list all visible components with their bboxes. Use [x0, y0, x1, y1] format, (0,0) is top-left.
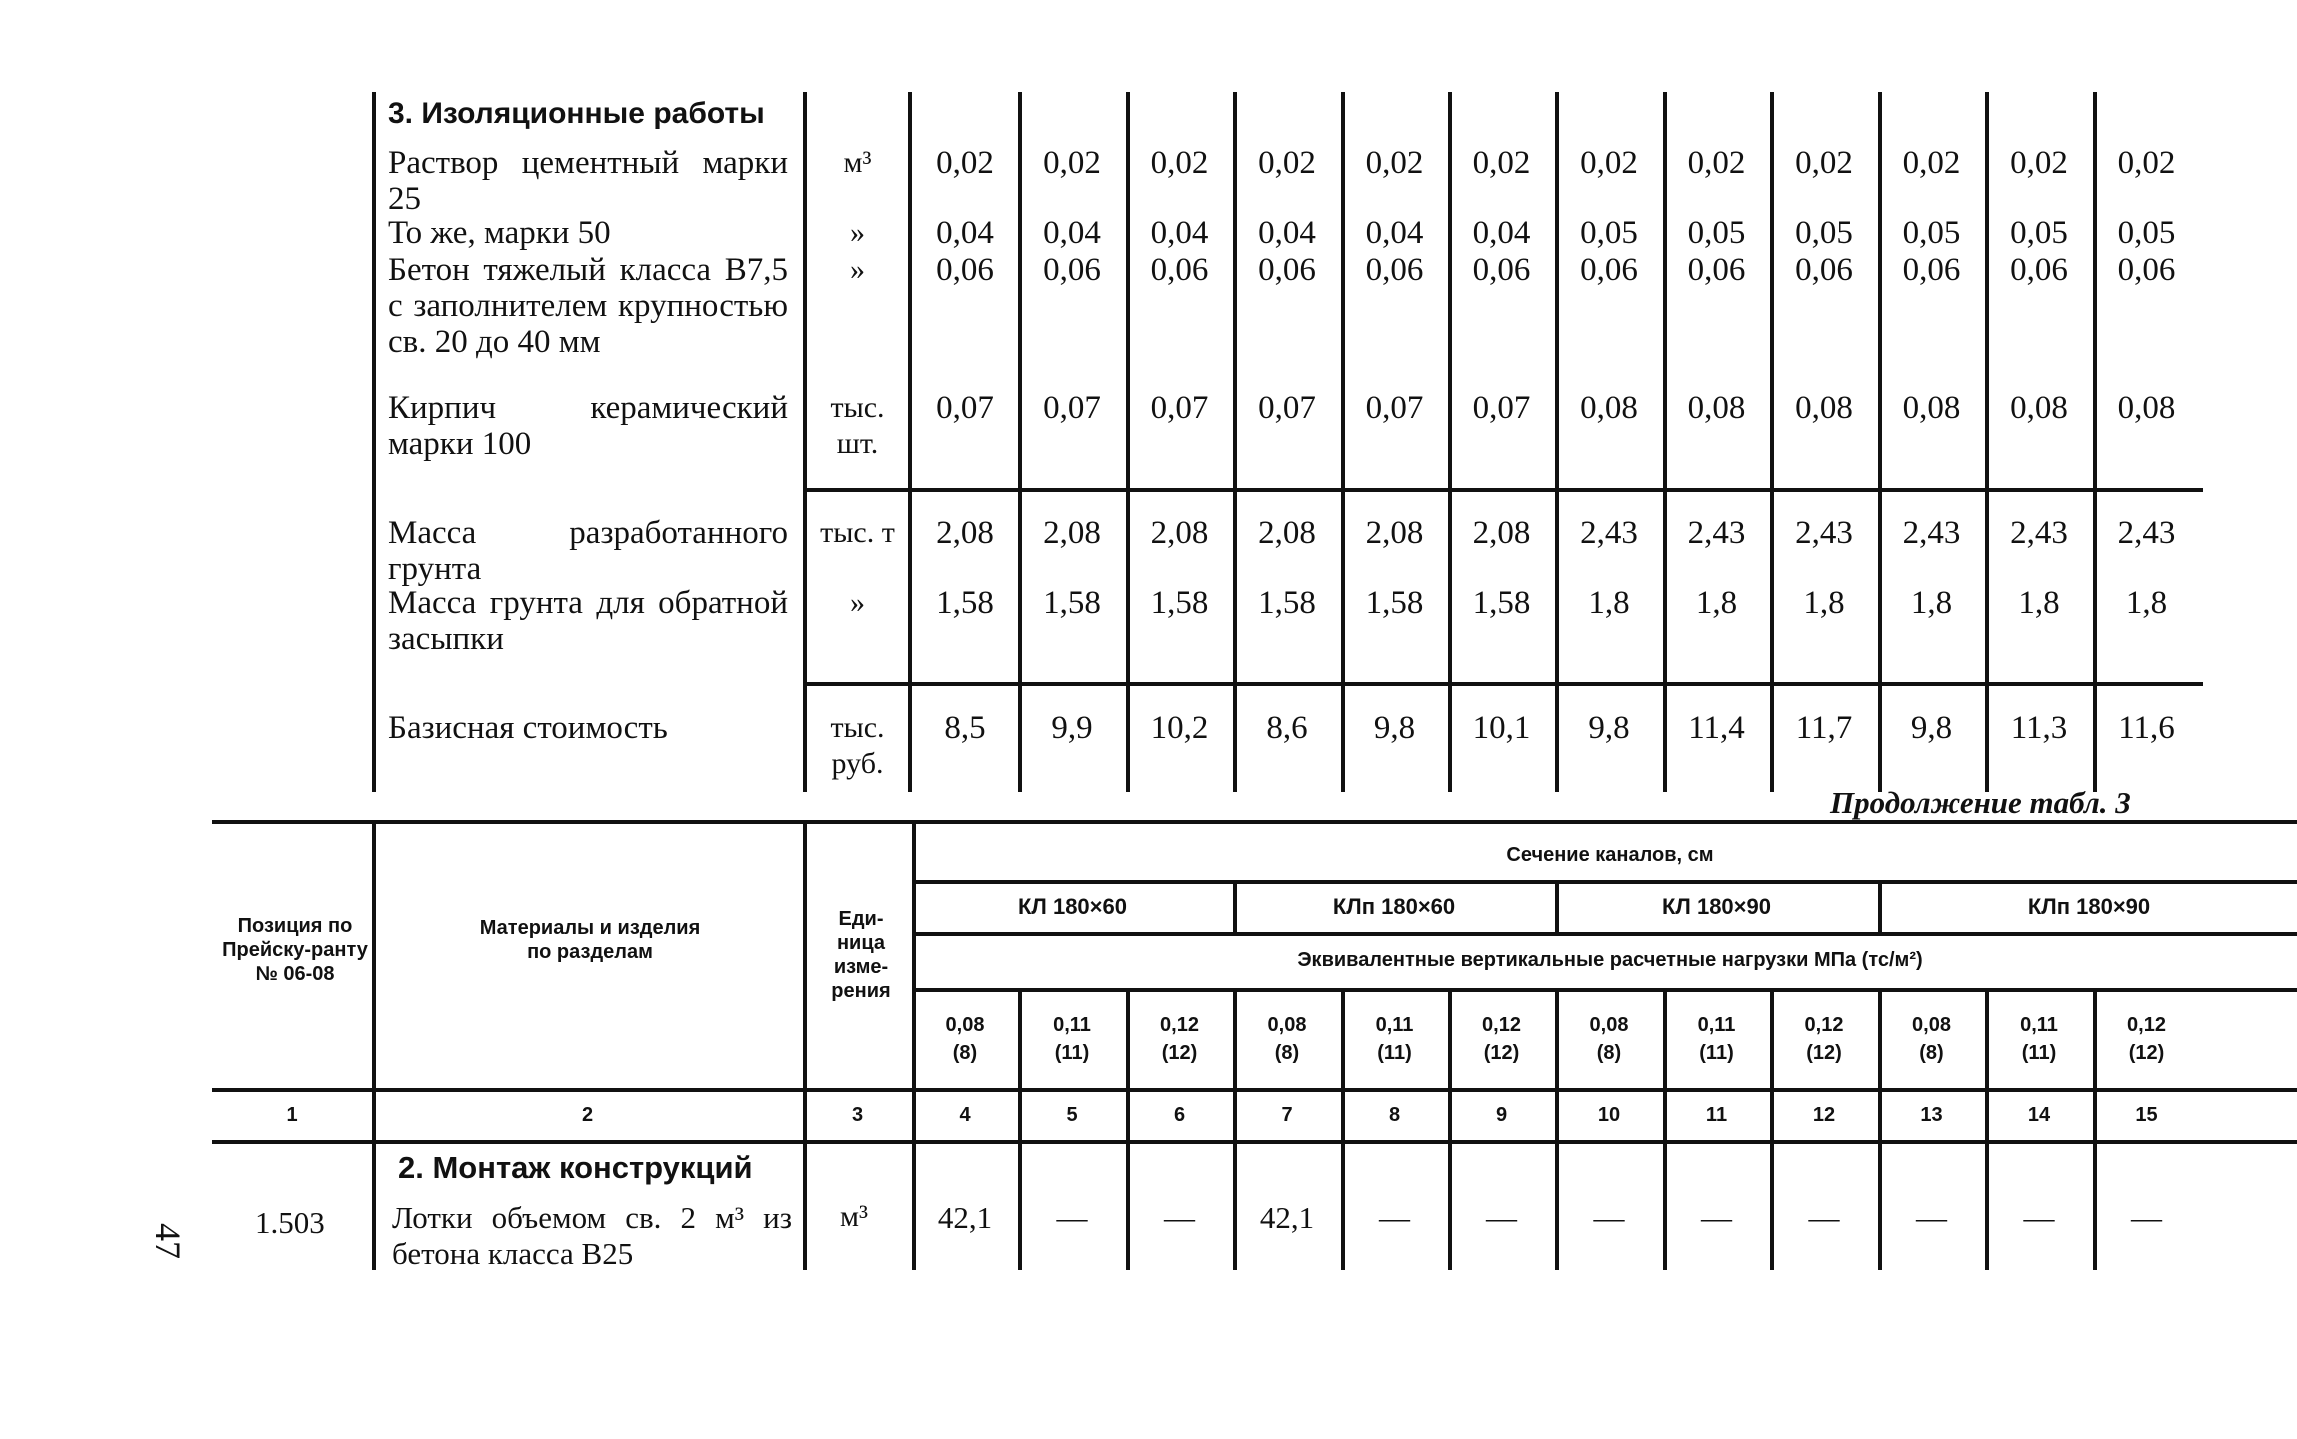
value-cell: 1,58: [1365, 585, 1424, 621]
value-cell: 0,06: [1258, 252, 1316, 288]
value-cell: 0,05: [1580, 215, 1638, 251]
row-unit: тыс. руб.: [830, 711, 885, 780]
load-value-tc: (12): [1483, 1042, 1520, 1064]
header-loads-caption: Эквивалентные вертикальные расчетные нагрузки МПа (тс/м²): [1297, 949, 1923, 971]
value-cell: 0,02: [1150, 145, 1209, 181]
load-value-tc: (11): [1377, 1042, 1412, 1064]
value-cell: 0,08: [1687, 390, 1746, 426]
grid-vline: [908, 92, 912, 792]
body-vline: [2093, 1140, 2097, 1270]
top-section-title: 3. Изоляционные работы: [388, 97, 765, 130]
group-label: КЛ 180×90: [1661, 894, 1771, 919]
grid-hline: [803, 488, 2203, 492]
body-vline: [803, 1140, 807, 1270]
body-vline: [1018, 1140, 1022, 1270]
load-cell: [1555, 992, 1663, 1086]
value-cell: 0,02: [1795, 145, 1853, 181]
load-value-tc: (11): [2021, 1042, 2057, 1064]
grid-vline: [1770, 92, 1774, 792]
value-cell: 1,58: [1150, 585, 1209, 621]
value-cell: 1,8: [2125, 585, 2168, 621]
value-cell: 0,04: [1043, 215, 1101, 251]
load-value: 0,08: [945, 1014, 985, 1036]
value-cell: 0,08: [1580, 390, 1638, 426]
value-cell: 2,43: [1795, 515, 1853, 551]
load-value-tc: (8): [1596, 1042, 1622, 1064]
value-cell: 0,02: [1580, 145, 1638, 181]
value-cell: 1,8: [1803, 585, 1845, 621]
value-cell: 0,06: [1687, 252, 1746, 288]
grid-vline: [1233, 92, 1237, 792]
grid-vline: [803, 92, 807, 792]
column-number: 4: [959, 1104, 971, 1126]
value-cell: 2,43: [1902, 515, 1961, 551]
value-cell: 0,07: [936, 390, 994, 426]
value-cell: 0,02: [936, 145, 994, 181]
load-value: 0,12: [2127, 1014, 2166, 1036]
body-vline: [1555, 1140, 1559, 1270]
load-value-tc: (11): [1054, 1042, 1090, 1064]
value-cell: 42,1: [1259, 1200, 1315, 1235]
load-value-tc: (12): [1161, 1042, 1198, 1064]
value-cell: 0,05: [2010, 215, 2068, 251]
bottom-row-unit: м³: [840, 1200, 868, 1233]
value-cell: 0,06: [1795, 252, 1853, 288]
value-cell: —: [1379, 1200, 1410, 1235]
column-number: 14: [2027, 1104, 2051, 1126]
row-label: Бетон тяжелый класса В7,5 с заполнителем крупностью св. 20 до 40 мм: [388, 252, 788, 360]
value-cell: 0,06: [1150, 252, 1209, 288]
grid-vline: [2093, 92, 2097, 792]
value-cell: —: [1486, 1200, 1517, 1235]
value-cell: 0,02: [2117, 145, 2176, 181]
value-cell: 0,02: [1043, 145, 1101, 181]
column-number: 2: [581, 1104, 594, 1126]
value-cell: 0,07: [1365, 390, 1424, 426]
value-cell: —: [1916, 1200, 1947, 1235]
load-value: 0,12: [1482, 1014, 1521, 1036]
load-cell: [1126, 992, 1233, 1086]
load-value: 0,08: [1267, 1014, 1307, 1036]
load-value: 0,11: [2020, 1014, 2058, 1036]
value-cell: 2,08: [1258, 515, 1316, 551]
value-cell: 0,07: [1150, 390, 1209, 426]
value-cell: 9,8: [1588, 710, 1630, 746]
load-cell: [2093, 992, 2200, 1086]
header-section-caption: Сечение каналов, см: [1506, 844, 1714, 866]
value-cell: 0,06: [2117, 252, 2176, 288]
row-label: Базисная стоимость: [388, 710, 668, 746]
value-cell: 0,05: [1687, 215, 1746, 251]
value-cell: 11,7: [1795, 710, 1853, 746]
load-value: 0,12: [1804, 1014, 1844, 1036]
body-vline: [1985, 1140, 1989, 1270]
column-number: 9: [1495, 1104, 1508, 1126]
load-value-tc: (12): [2128, 1042, 2165, 1064]
value-cell: 2,43: [1580, 515, 1638, 551]
value-cell: —: [1701, 1200, 1732, 1235]
page-number: 47: [148, 1223, 188, 1259]
load-value-tc: (8): [1274, 1042, 1300, 1064]
value-cell: 9,9: [1051, 710, 1093, 746]
group-label: КЛп 180×60: [1332, 894, 1456, 919]
grid-hline: [803, 682, 2203, 686]
column-number: 1: [286, 1104, 298, 1126]
row-label: То же, марки 50: [388, 215, 611, 251]
load-value: 0,08: [1912, 1014, 1951, 1036]
value-cell: 0,05: [1795, 215, 1853, 251]
row-unit: »: [850, 216, 865, 249]
value-cell: 9,8: [1910, 710, 1953, 746]
value-cell: 0,07: [1258, 390, 1316, 426]
value-cell: 2,08: [1472, 515, 1531, 551]
bottom-section-title: 2. Монтаж конструкций: [398, 1150, 753, 1185]
value-cell: 42,1: [937, 1200, 993, 1235]
column-number: 8: [1388, 1104, 1401, 1126]
row-unit: »: [850, 253, 865, 286]
column-number: 10: [1597, 1104, 1621, 1126]
group-label: КЛ 180×60: [1017, 894, 1127, 919]
load-cell: [1018, 992, 1126, 1086]
load-cell: [1985, 992, 2093, 1086]
row-unit: »: [850, 586, 865, 619]
column-number: 6: [1173, 1104, 1186, 1126]
value-cell: 11,3: [2010, 710, 2068, 746]
header-unit: Еди-ница изме-рения: [831, 908, 891, 1002]
value-cell: 1,58: [1043, 585, 1101, 621]
row-label: Кирпич керамический марки 100: [388, 390, 788, 462]
value-cell: 0,04: [1258, 215, 1316, 251]
value-cell: —: [2131, 1200, 2162, 1235]
load-cell: [912, 992, 1018, 1086]
header-position: Позиция по Прейску-ранту № 06-08: [222, 915, 368, 985]
grid-vline: [1341, 92, 1345, 792]
value-cell: 0,02: [2010, 145, 2068, 181]
value-cell: 2,08: [1365, 515, 1424, 551]
value-cell: 0,06: [1043, 252, 1101, 288]
body-vline: [1448, 1140, 1452, 1270]
value-cell: 9,8: [1373, 710, 1416, 746]
body-vline: [1126, 1140, 1130, 1270]
continuation-label: Продолжение табл. 3: [1830, 785, 2131, 820]
value-cell: 2,08: [1043, 515, 1101, 551]
value-cell: 8,5: [944, 710, 986, 746]
column-number: 13: [1920, 1104, 1943, 1126]
load-value-tc: (8): [1919, 1042, 1944, 1064]
value-cell: 1,58: [936, 585, 994, 621]
value-cell: 11,4: [1688, 710, 1745, 746]
body-vline: [1878, 1140, 1882, 1270]
load-cell: [1878, 992, 1985, 1086]
load-value: 0,11: [1375, 1014, 1414, 1036]
body-vline: [912, 1140, 916, 1270]
value-cell: 0,06: [936, 252, 994, 288]
value-cell: 2,08: [936, 515, 994, 551]
value-cell: 0,02: [1365, 145, 1424, 181]
value-cell: 10,1: [1472, 710, 1531, 746]
value-cell: 0,04: [1150, 215, 1209, 251]
group-label: КЛп 180×90: [2027, 894, 2151, 919]
row-unit: м³: [843, 146, 872, 179]
value-cell: —: [1056, 1200, 1088, 1235]
load-cell: [1770, 992, 1878, 1086]
value-cell: 2,43: [2117, 515, 2176, 551]
column-number: 5: [1066, 1104, 1078, 1126]
load-cell: [1663, 992, 1770, 1086]
value-cell: 11,6: [2118, 710, 2175, 746]
value-cell: 0,05: [2117, 215, 2176, 251]
load-value: 0,11: [1053, 1014, 1091, 1036]
row-unit: тыс. т: [820, 516, 895, 549]
column-number: 7: [1281, 1104, 1293, 1126]
value-cell: 8,6: [1266, 710, 1308, 746]
load-value: 0,08: [1589, 1014, 1629, 1036]
bottom-row-label: Лотки объемом св. 2 м³ из бетона класса В25: [392, 1200, 792, 1271]
value-cell: 0,08: [2117, 390, 2176, 426]
value-cell: 0,06: [1580, 252, 1638, 288]
value-cell: 0,02: [1902, 145, 1961, 181]
grid-vline: [1448, 92, 1452, 792]
value-cell: 0,06: [1365, 252, 1424, 288]
load-cell: [1341, 992, 1448, 1086]
value-cell: 0,04: [1365, 215, 1424, 251]
value-cell: 0,06: [1472, 252, 1531, 288]
column-number: 3: [851, 1104, 864, 1126]
grid-vline: [1018, 92, 1022, 792]
value-cell: 0,07: [1472, 390, 1531, 426]
value-cell: —: [1164, 1200, 1195, 1235]
value-cell: 2,43: [2010, 515, 2068, 551]
row-unit: тыс. шт.: [830, 391, 885, 460]
value-cell: 0,08: [1795, 390, 1853, 426]
row-label: Масса грунта для обратной засыпки: [388, 585, 788, 657]
value-cell: 0,04: [1472, 215, 1531, 251]
value-cell: 0,06: [1902, 252, 1961, 288]
value-cell: —: [2023, 1200, 2055, 1235]
header-materials: Материалы и изделия по разделам: [479, 917, 701, 963]
value-cell: 0,02: [1258, 145, 1316, 181]
value-cell: 0,04: [936, 215, 994, 251]
bottom-row-position: 1.503: [255, 1205, 325, 1240]
load-value-tc: (8): [952, 1042, 978, 1064]
value-cell: 2,43: [1687, 515, 1746, 551]
value-cell: 0,05: [1902, 215, 1961, 251]
value-cell: 0,02: [1472, 145, 1531, 181]
value-cell: 0,08: [1902, 390, 1961, 426]
body-vline: [1770, 1140, 1774, 1270]
column-number: 12: [1812, 1104, 1836, 1126]
value-cell: 1,58: [1472, 585, 1531, 621]
load-cell: [1233, 992, 1341, 1086]
value-cell: 10,2: [1150, 710, 1209, 746]
load-value: 0,11: [1697, 1014, 1736, 1036]
value-cell: 1,8: [1588, 585, 1630, 621]
row-label: Масса разработанного грунта: [388, 515, 788, 587]
value-cell: 0,08: [2010, 390, 2068, 426]
load-value-tc: (11): [1699, 1042, 1734, 1064]
column-number: 11: [1705, 1104, 1728, 1126]
value-cell: 2,08: [1150, 515, 1209, 551]
grid-vline: [1555, 92, 1559, 792]
value-cell: 0,07: [1043, 390, 1101, 426]
grid-vline: [1878, 92, 1882, 792]
row-label: Раствор цементный марки 25: [388, 145, 788, 217]
load-cell: [1448, 992, 1555, 1086]
value-cell: 0,06: [2010, 252, 2068, 288]
body-vline: [372, 1140, 376, 1270]
grid-vline: [1663, 92, 1667, 792]
grid-vline: [372, 92, 376, 792]
value-cell: 1,58: [1258, 585, 1316, 621]
value-cell: 1,8: [2018, 585, 2060, 621]
body-vline: [1233, 1140, 1237, 1270]
grid-vline: [1985, 92, 1989, 792]
value-cell: 1,8: [1695, 585, 1738, 621]
value-cell: —: [1593, 1200, 1625, 1235]
load-value: 0,12: [1160, 1014, 1199, 1036]
value-cell: —: [1808, 1200, 1840, 1235]
value-cell: 1,8: [1910, 585, 1953, 621]
grid-vline: [1126, 92, 1130, 792]
body-vline: [1341, 1140, 1345, 1270]
column-number: 15: [2135, 1104, 2158, 1126]
value-cell: 0,02: [1687, 145, 1746, 181]
body-vline: [1663, 1140, 1667, 1270]
load-value-tc: (12): [1806, 1042, 1842, 1064]
header-rule-top: [212, 820, 2297, 824]
